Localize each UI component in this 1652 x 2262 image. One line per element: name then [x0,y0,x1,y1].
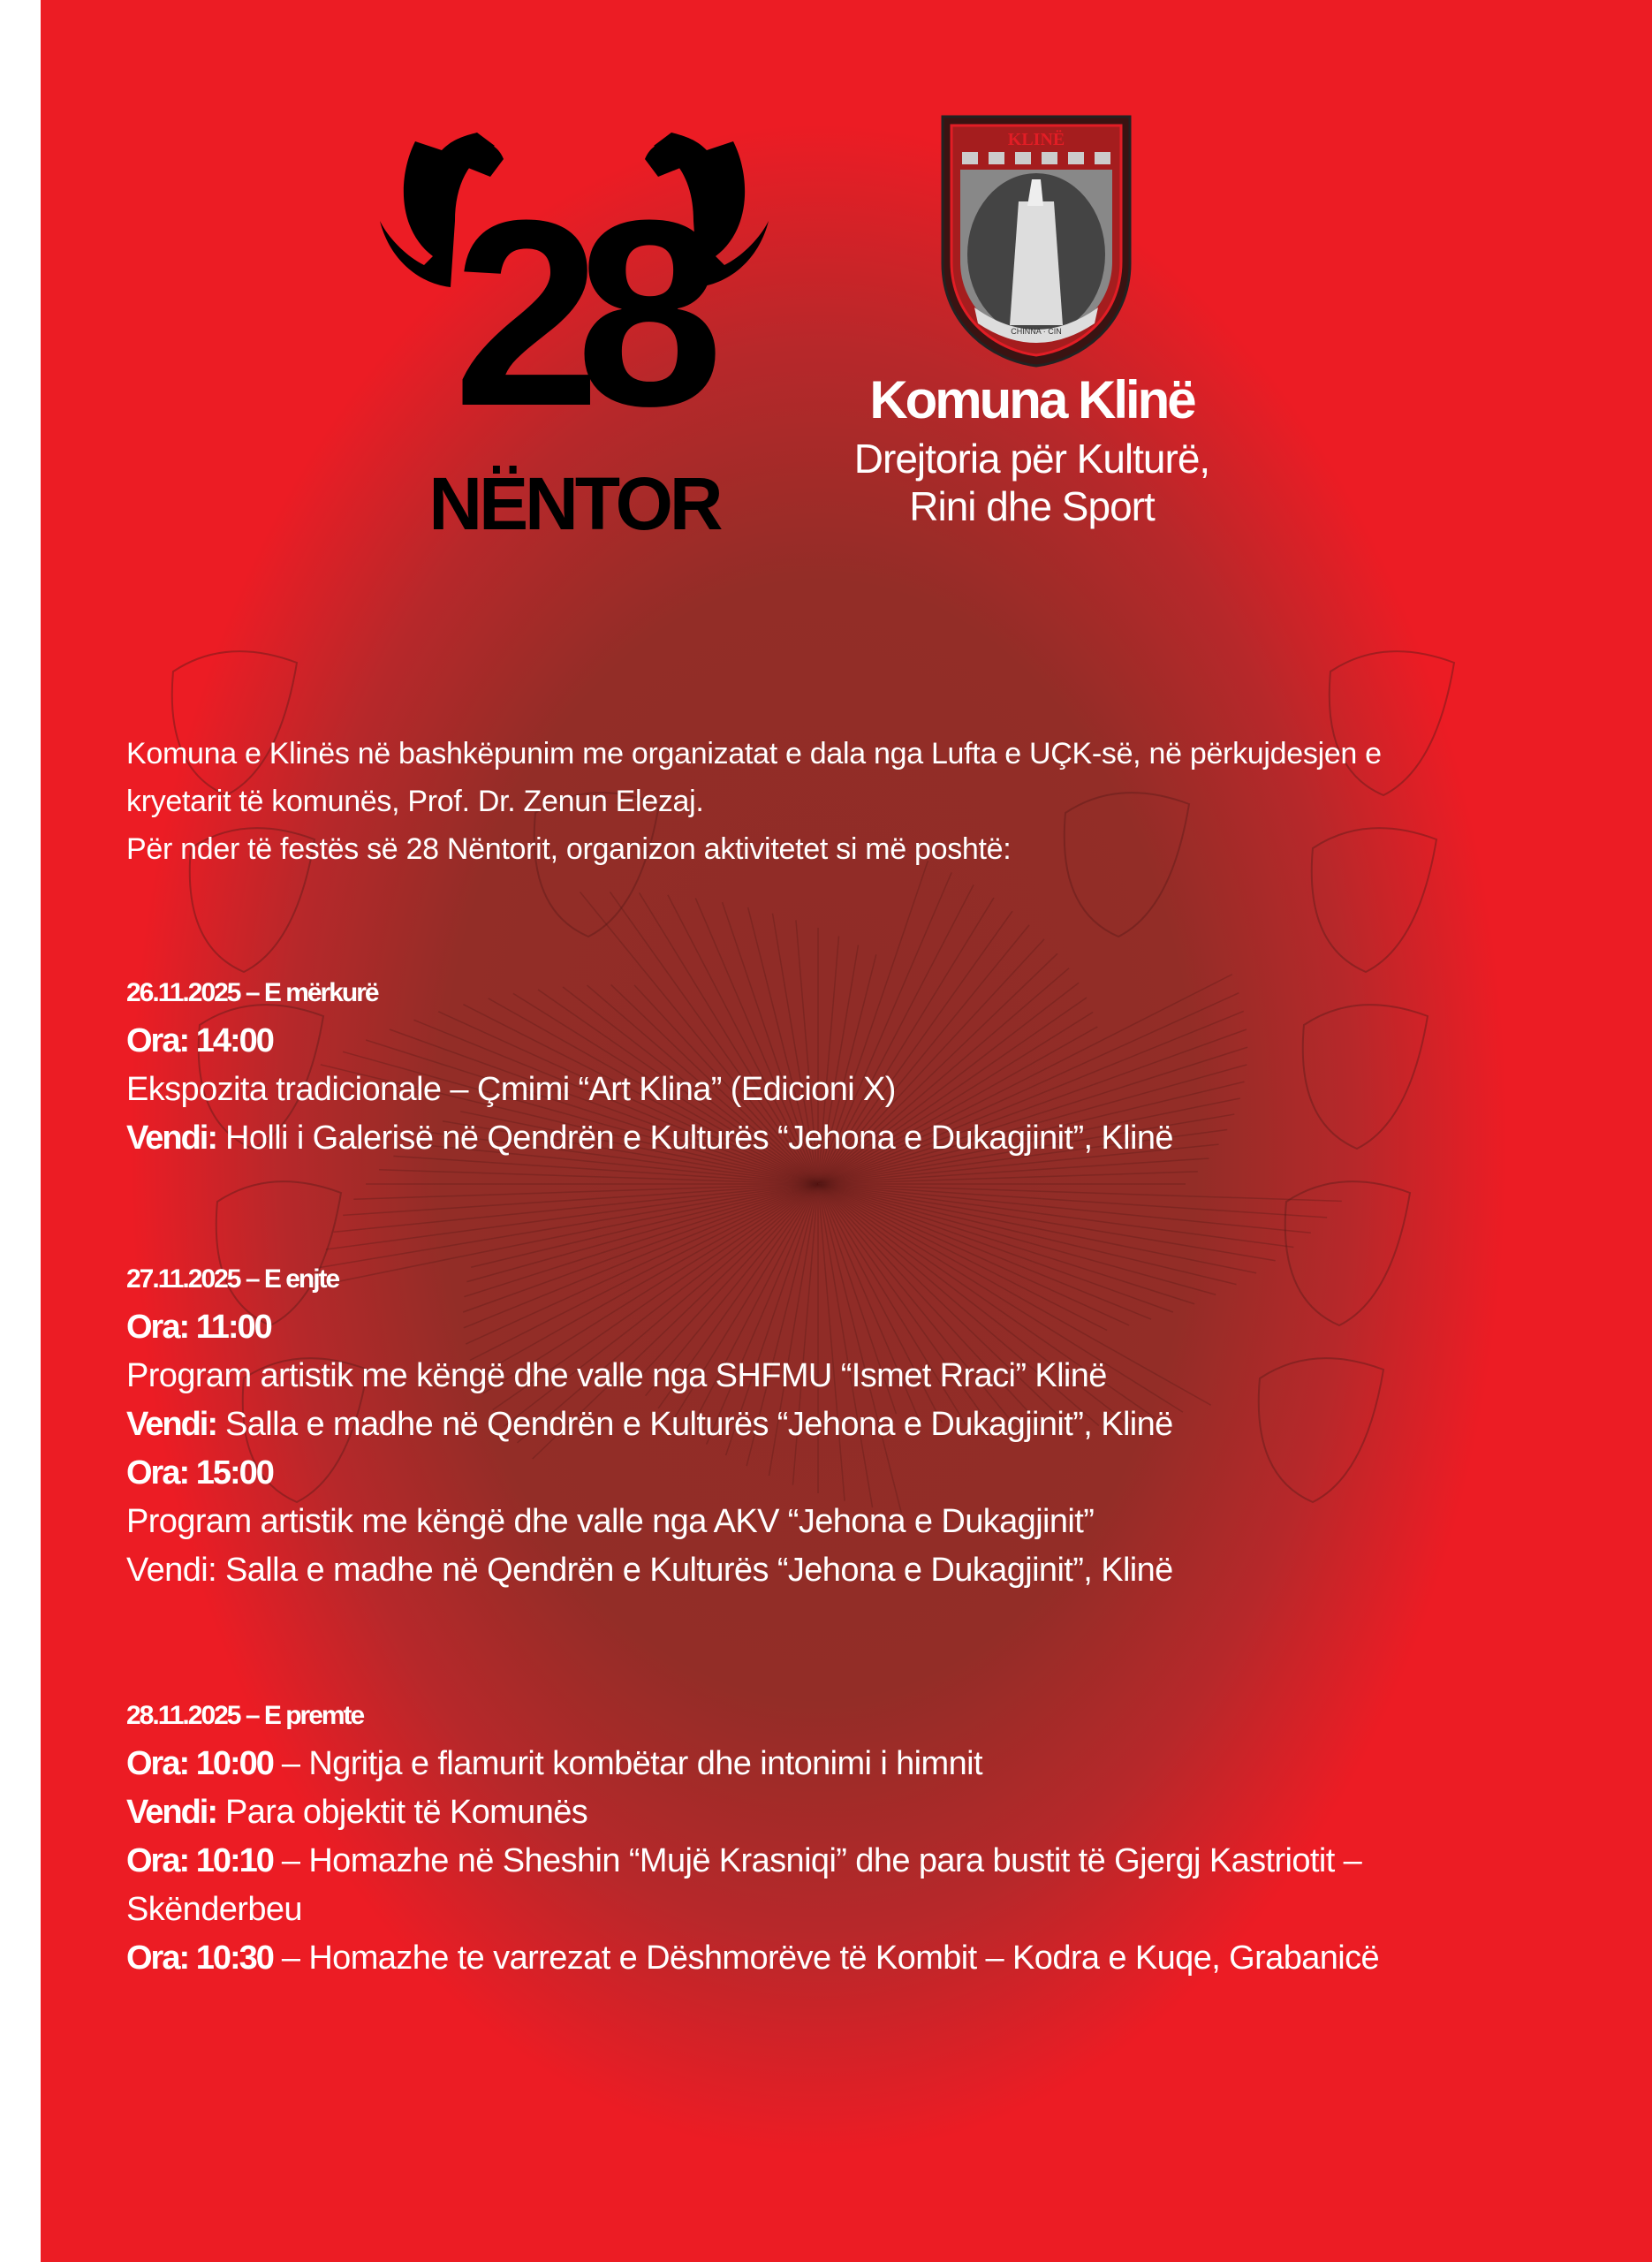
schedule-text: – Homazhe te varrezat e Dëshmorëve të Kombit – Kodra e Kuqe, Grabanicë [272,1939,1380,1977]
watermark-ray [818,1184,1327,1218]
watermark-feather [1303,1005,1428,1149]
schedule-line [126,1934,1379,1983]
watermark-ray [379,1170,818,1184]
schedule-text: Vendi: Salla e madhe në Qendrën e Kulturës “Jehona e Dukagjinit”, Klinë [126,1552,1173,1589]
schedule-label: Ora: 14:00 [126,1022,273,1059]
intro-line: Për nder të festës së 28 Nëntorit, organizon aktivitetet si më poshtë: [126,832,1012,866]
schedule-label: Ora: 10:10 [126,1842,273,1879]
watermark-ray [818,1184,1293,1248]
schedule-label: Vendi: [126,1406,217,1443]
schedule-text: Holli i Galerisë në Qendrën e Kulturës “Jehona e Dukagjinit”, Klinë [216,1120,1173,1157]
schedule-line [126,1546,1173,1595]
day-schedule [126,1691,1379,1983]
schedule-label: Vendi: [126,1794,217,1831]
schedule-line [126,1837,1379,1886]
svg-text:KLINË: KLINË [1007,130,1065,149]
watermark-ray [326,1184,818,1249]
schedule-line [126,1498,1173,1546]
schedule-label: Vendi: [126,1120,217,1157]
directorate-line2: Rini dhe Sport [909,483,1155,529]
schedule-text: Program artistik me këngë dhe valle nga SHFMU “Ismet Rraci” Klinë [126,1357,1107,1394]
schedule-text: Ekspozita tradicionale – Çmimi “Art Klina” (Edicioni X) [126,1071,896,1108]
municipality-title: Komuna Klinë [869,370,1194,429]
schedule-text: – Homazhe në Sheshin “Mujë Krasniqi” dhe para bustit të Gjergj Kastriotit – [272,1842,1362,1879]
schedule-text: Program artistik me këngë dhe valle nga AKV “Jehona e Dukagjinit” [126,1503,1095,1540]
schedule-label: Ora: 10:30 [126,1939,273,1977]
schedule-label: Ora: 11:00 [126,1309,271,1346]
watermark-ray [818,1184,1342,1201]
schedule-text: Para objektit të Komunës [216,1794,588,1831]
day-date: 28.11.2025 – E premte [126,1701,364,1730]
schedule-line [126,1886,1379,1934]
schedule-line [126,1740,1379,1788]
intro-paragraph [126,730,1382,873]
watermark-ray [353,1184,818,1199]
day-schedule [126,968,1173,1163]
schedule-line [126,1017,1173,1066]
watermark-feather [1285,1181,1410,1325]
schedule-text: Skënderbeu [126,1891,302,1928]
schedule-text: Salla e madhe në Qendrën e Kulturës “Jehona e Dukagjinit”, Klinë [216,1406,1173,1443]
schedule-label: Ora: 10:00 [126,1745,273,1782]
day-schedule [126,1255,1173,1595]
schedule-line [126,1066,1173,1114]
nentor-word: NËNTOR [428,462,720,545]
schedule-label: Ora: 15:00 [126,1454,273,1492]
day-date: 26.11.2025 – E mërkurë [126,978,378,1007]
intro-line: kryetarit të komunës, Prof. Dr. Zenun Elezaj. [126,785,704,818]
schedule-line [126,1352,1173,1400]
schedule-line [126,1788,1379,1837]
day-date: 27.11.2025 – E enjte [126,1264,339,1294]
poster [41,0,1652,2262]
svg-text:CHINNA · CIN: CHINNA · CIN [1011,327,1062,336]
watermark-feather [1259,1358,1383,1502]
schedule-text: – Ngritja e flamurit kombëtar dhe intonimi i himnit [272,1745,982,1782]
intro-line: Komuna e Klinës në bashkëpunim me organizatat e dala nga Lufta e UÇK-së, në përkujdesjen e [126,737,1382,770]
schedule-line [126,1114,1173,1163]
schedule-line [126,1400,1173,1449]
svg-text:28: 28 [453,164,699,461]
directorate-line1: Drejtoria për Kulturë, [853,436,1210,482]
komuna-kline-crest [939,113,1133,369]
schedule-line [126,1303,1173,1352]
watermark-ray [343,1184,818,1215]
schedule-line [126,1449,1173,1498]
